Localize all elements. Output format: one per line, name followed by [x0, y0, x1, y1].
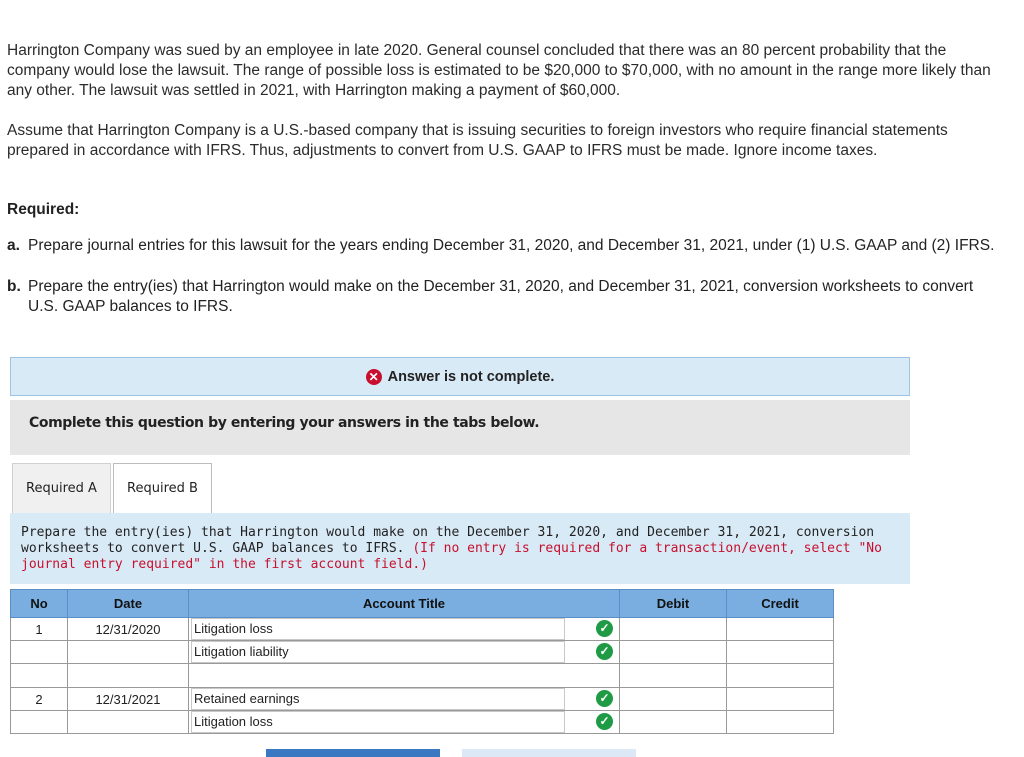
- required-heading: Required:: [7, 201, 80, 218]
- tab-required-a[interactable]: Required A: [12, 463, 111, 513]
- check-icon: ✓: [596, 690, 613, 707]
- row-no: 2: [11, 688, 68, 711]
- question-paragraph-2: Assume that Harrington Company is a U.S.-based company that is issuing securities to foreign investors who require financial statements prepared in accordance with IFRS. Thus, adjustments to convert from U.S. GAAP to IFRS must be made. Ignore income taxes.: [7, 122, 948, 159]
- check-icon: ✓: [596, 643, 613, 660]
- table-row: [11, 711, 834, 734]
- table-row: [11, 618, 834, 641]
- table-row: [11, 688, 834, 711]
- debit-input[interactable]: [620, 688, 727, 711]
- credit-input[interactable]: [727, 641, 834, 664]
- account-cell[interactable]: [189, 618, 620, 641]
- debit-input[interactable]: [620, 618, 727, 641]
- requirement-b: [7, 277, 997, 317]
- question-paragraph-1: Harrington Company was sued by an employee in late 2020. General counsel concluded that there was an 80 percent probability that the company would lose the lawsuit. The range of possible loss is estimated to be $20,000 to $70,000, with no amount in the range more likely than any other. The lawsuit was settled in 2021, with Harrington making a payment of $60,000.: [7, 42, 991, 99]
- account-select[interactable]: Litigation liability: [191, 641, 565, 663]
- prev-button[interactable]: [266, 749, 440, 757]
- answer-status-banner: [10, 357, 910, 396]
- row-no: [11, 711, 68, 734]
- row-no: [11, 641, 68, 664]
- check-icon: ✓: [596, 620, 613, 637]
- account-select[interactable]: Retained earnings: [191, 688, 565, 710]
- requirement-a-text: Prepare journal entries for this lawsuit for the years ending December 31, 2020, and December 31, 2021, under (1) U.S. GAAP and (2) IFRS.: [28, 237, 995, 254]
- requirement-a: [7, 236, 997, 256]
- instruction-box: [10, 400, 910, 455]
- row-date: [68, 641, 189, 664]
- header-credit: Credit: [727, 590, 834, 618]
- table-row: [11, 641, 834, 664]
- journal-table: [10, 589, 834, 734]
- header-date: Date: [68, 590, 189, 618]
- credit-input[interactable]: [727, 688, 834, 711]
- debit-input[interactable]: [620, 711, 727, 734]
- tab-prompt: [10, 513, 910, 584]
- row-date: [68, 711, 189, 734]
- account-cell[interactable]: [189, 688, 620, 711]
- debit-input[interactable]: [620, 641, 727, 664]
- requirement-b-text: Prepare the entry(ies) that Harrington would make on the December 31, 2020, and December 31, 2021, conversion worksheets to convert U.S. GAAP balances to IFRS.: [28, 278, 974, 315]
- answer-status-text: Answer is not complete.: [387, 368, 555, 385]
- requirement-b-label: b.: [7, 278, 21, 295]
- header-no: No: [11, 590, 68, 618]
- x-circle-icon: ✕: [366, 369, 382, 385]
- requirement-a-label: a.: [7, 237, 20, 254]
- instruction-text: Complete this question by entering your answers in the tabs below.: [29, 415, 540, 431]
- table-row: [11, 664, 834, 688]
- account-select[interactable]: Litigation loss: [191, 711, 565, 733]
- row-no: 1: [11, 618, 68, 641]
- account-cell[interactable]: [189, 711, 620, 734]
- row-date: 12/31/2020: [68, 618, 189, 641]
- row-date: 12/31/2021: [68, 688, 189, 711]
- account-select[interactable]: Litigation loss: [191, 618, 565, 640]
- prompt-hint: (If no entry is required for a transaction/event, select "No journal entry required" in the first account field.): [21, 541, 882, 572]
- tab-required-b[interactable]: Required B: [113, 463, 212, 513]
- next-button[interactable]: [462, 749, 636, 757]
- credit-input[interactable]: [727, 618, 834, 641]
- check-icon: ✓: [596, 713, 613, 730]
- header-account-title: Account Title: [189, 590, 620, 618]
- header-debit: Debit: [620, 590, 727, 618]
- credit-input[interactable]: [727, 711, 834, 734]
- account-cell[interactable]: [189, 641, 620, 664]
- prompt-text: Prepare the entry(ies) that Harrington would make on the December 31, 2020, and December 31, 2021, conversion worksheets to convert U.S. GAAP balances to IFRS.: [21, 525, 875, 556]
